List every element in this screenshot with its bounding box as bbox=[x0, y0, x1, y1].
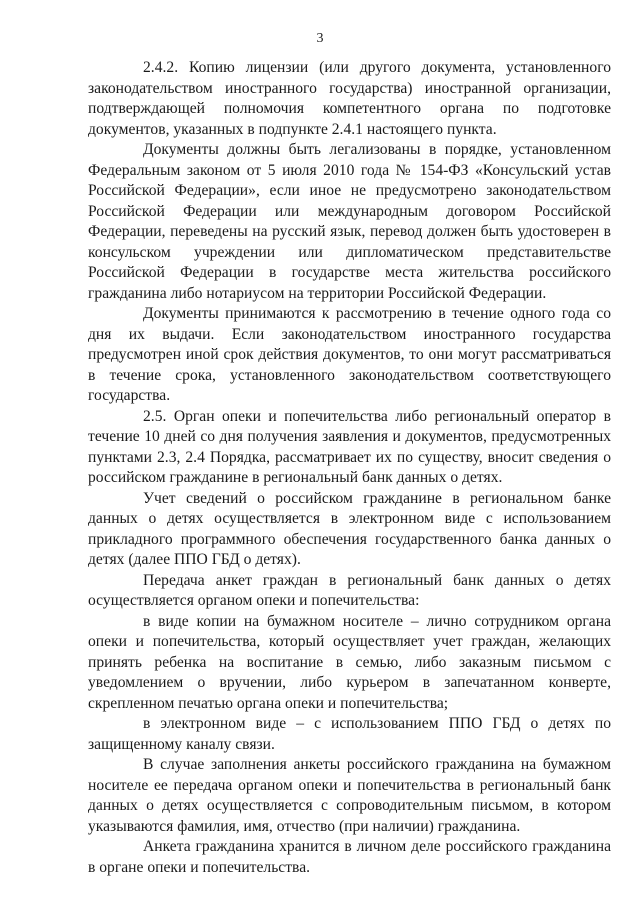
list-item-paper-copy: в виде копии на бумажном носителе – лично сотрудником органа опеки и попечительства, который осуществляет учет граждан, желающих принять ребенка на воспитание в семью, либо заказным письмом с уведомлением о вручении, либо курьером в запечатанном конверте, скрепленном печатью органа опеки и попечительства; bbox=[88, 612, 611, 712]
paragraph-form-storage: Анкета гражданина хранится в личном деле российского гражданина в органе опеки и попечительства. bbox=[88, 838, 611, 876]
paragraph-transfer-of-forms: Передача анкет граждан в региональный банк данных о детях осуществляется органом опеки и попечительства: bbox=[88, 571, 611, 609]
paragraph-2-5: 2.5. Орган опеки и попечительства либо региональный оператор в течение 10 дней со дня получения заявления и документов, предусмотренных пунктами 2.3, 2.4 Порядка, рассматривает их по существу, вносит сведения о российском гражданине в региональный банк данных о детях. bbox=[88, 407, 611, 486]
paragraph-paper-submission: В случае заполнения анкеты российского гражданина на бумажном носителе ее передача органом опеки и попечительства в региональный банк данных о детях осуществляется с сопроводительным письмом, в котором указываются фамилия, имя, отчество (при наличии) гражданина. bbox=[88, 756, 611, 835]
paragraph-electronic-records: Учет сведений о российском гражданине в региональном банке данных о детях осуществляется в электронном виде с использованием прикладного программного обеспечения государственного банка данных о детях (далее ППО ГБД о детях). bbox=[88, 489, 611, 568]
document-body bbox=[88, 58, 611, 878]
page-number: 3 bbox=[316, 31, 324, 46]
list-item-electronic-form: в электронном виде – с использованием ППО ГБД о детях по защищенному каналу связи. bbox=[88, 715, 611, 753]
paragraph-validity-period: Документы принимаются к рассмотрению в течение одного года со дня их выдачи. Если законодательством иностранного государства предусмотрен иной срок действия документов, то они могут рассматриваться в течение срока, установленного законодательством соответствующего государства. bbox=[88, 305, 611, 404]
paragraph-legalization: Документы должны быть легализованы в порядке, установленном Федеральным законом от 5 июля 2010 года № 154-ФЗ «Консульский устав Российской Федерации», если иное не предусмотрено законодательством Российской Федерации или международным договором Российской Федерации, переведены на русский язык, перевод должен быть удостоверен в консульском учреждении или дипломатическом представительстве Российской Федерации в государстве места жительства российского гражданина либо нотариусом на территории Российской Федерации. bbox=[88, 141, 611, 302]
paragraph-2-4-2: 2.4.2. Копию лицензии (или другого документа, установленного законодательством иностранного государства) иностранной организации, подтверждающей полномочия компетентного органа по подготовке документов, указанных в подпункте 2.4.1 настоящего пункта. bbox=[88, 59, 611, 138]
